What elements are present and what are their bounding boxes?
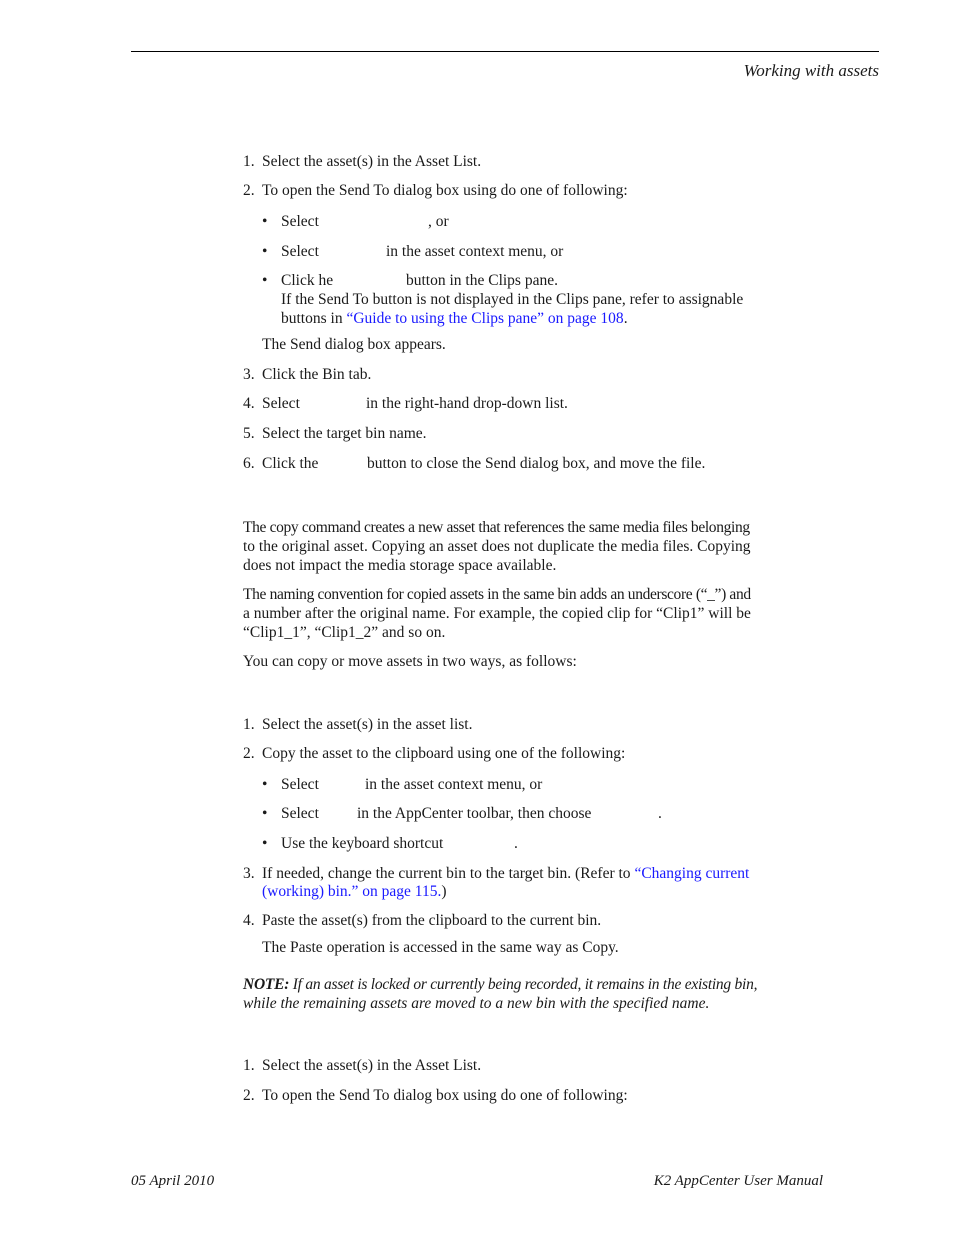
bullet-text: Click he (281, 272, 334, 289)
step-text (262, 882, 447, 901)
bullet-note: If the Send To button is not displayed in the Clips pane, refer to assignable (281, 291, 744, 308)
step-text: To open the Send To dialog box using do one of following: (262, 1087, 628, 1104)
bullet-text: Select (281, 776, 319, 793)
paragraph-line: The naming convention for copied assets in the same bin adds an underscore (“_”) and (243, 586, 751, 603)
step-text-part: ) (441, 883, 447, 900)
bullet-text: Select (281, 213, 319, 230)
step-number: 2. (243, 745, 255, 762)
step-text: Select (262, 395, 300, 412)
note (243, 975, 757, 994)
bullet-text: , or (428, 213, 449, 230)
bullet-note (281, 309, 628, 328)
step-number: 1. (243, 153, 255, 170)
step-number: 1. (243, 1057, 255, 1074)
step-number: 1. (243, 716, 255, 733)
bullet: • (262, 213, 268, 230)
footer-date: 05 April 2010 (131, 1173, 215, 1189)
note-line: while the remaining assets are moved to a new bin with the specified name. (243, 995, 710, 1012)
paragraph-line: You can copy or move assets in two ways, as follows: (243, 653, 577, 670)
bullet-text: . (514, 835, 518, 852)
bullet-text: Use the keyboard shortcut (281, 835, 444, 852)
bullet: • (262, 243, 268, 260)
bullet-text: in the asset context menu, or (386, 243, 564, 260)
step-number: 2. (243, 182, 255, 199)
step-number: 3. (243, 865, 255, 882)
bullet-text: . (658, 805, 662, 822)
bullet: • (262, 805, 268, 822)
paragraph-line: “Clip1_1”, “Clip1_2” and so on. (243, 624, 446, 641)
bullet: • (262, 776, 268, 793)
bullet-note-text: . (623, 310, 628, 327)
note-label: NOTE: (243, 976, 290, 993)
step-text: Click the Bin tab. (262, 366, 372, 383)
bullet-text: in the AppCenter toolbar, then choose (357, 805, 592, 822)
step-number: 3. (243, 366, 255, 383)
link-changing-current-bin[interactable]: “Changing current (634, 865, 750, 882)
header-rule (131, 51, 879, 52)
step-number: 6. (243, 455, 255, 472)
paragraph-line: The copy command creates a new asset that references the same media files belonging (243, 519, 750, 536)
bullet: • (262, 835, 268, 852)
step-text: To open the Send To dialog box using do one of following: (262, 182, 628, 199)
bullet: • (262, 272, 268, 289)
link-guide-clips-pane[interactable]: “Guide to using the Clips pane” on page 108 (346, 310, 624, 327)
step-number: 4. (243, 912, 255, 929)
step-text (262, 864, 749, 883)
step-text-part: If needed, change the current bin to the target bin. (Refer to (262, 865, 635, 882)
bullet-text: Select (281, 243, 319, 260)
step-text: Select the asset(s) in the asset list. (262, 716, 473, 733)
footer-manual-title: K2 AppCenter User Manual (653, 1173, 823, 1189)
step-text: button to close the Send dialog box, and move the file. (367, 455, 706, 472)
section-title: Working with assets (743, 61, 879, 80)
bullet-text: in the asset context menu, or (365, 776, 543, 793)
bullet-note-text: buttons in (281, 310, 347, 327)
result-text: The Send dialog box appears. (262, 336, 446, 353)
paragraph-line: a number after the original name. For example, the copied clip for “Clip1” will be (243, 605, 751, 622)
step-note: The Paste operation is accessed in the same way as Copy. (262, 939, 619, 956)
step-text: in the right-hand drop-down list. (366, 395, 568, 412)
step-text: Click the (262, 455, 319, 472)
link-changing-current-bin-cont[interactable]: (working) bin.” on page 115. (262, 883, 442, 900)
bullet-text: Select (281, 805, 319, 822)
bullet-text: button in the Clips pane. (406, 272, 558, 289)
step-number: 4. (243, 395, 255, 412)
step-number: 2. (243, 1087, 255, 1104)
note-text: If an asset is locked or currently being recorded, it remains in the existing bin, (289, 976, 758, 993)
paragraph-line: does not impact the media storage space available. (243, 557, 557, 574)
step-text: Select the asset(s) in the Asset List. (262, 1057, 482, 1074)
step-text: Paste the asset(s) from the clipboard to the current bin. (262, 912, 602, 929)
step-text: Copy the asset to the clipboard using one of the following: (262, 745, 626, 762)
paragraph-line: to the original asset. Copying an asset does not duplicate the media files. Copying (243, 538, 751, 555)
step-text: Select the asset(s) in the Asset List. (262, 153, 482, 170)
step-number: 5. (243, 425, 255, 442)
step-text: Select the target bin name. (262, 425, 427, 442)
